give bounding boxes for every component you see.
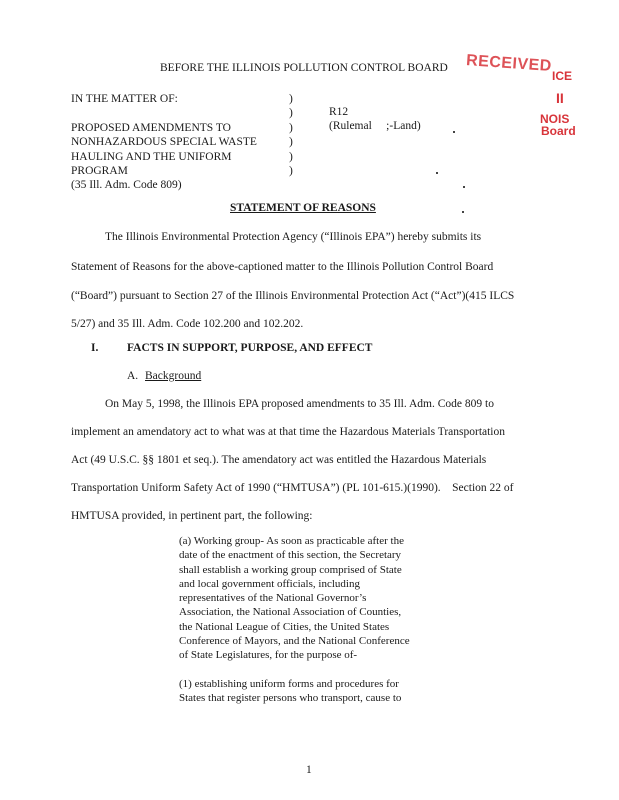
subsection-heading: Background [145, 370, 202, 382]
intro-line: The Illinois Environmental Protection Agency (“Illinois EPA”) hereby submits its [105, 231, 482, 243]
received-stamp: RECEIVED [465, 52, 553, 75]
body-line: Transportation Uniform Safety Act of 1990 (“HMTUSA”) (PL 101-615.)(1990). Section 22 of [71, 482, 514, 494]
page-number: 1 [306, 764, 312, 776]
body-line: implement an amendatory act to what was at that time the Hazardous Materials Transportation [71, 426, 506, 438]
caption-line: HAULING AND THE UNIFORM [71, 150, 232, 163]
body-line: Act (49 U.S.C. §§ 1801 et seq.). The amendatory act was entitled the Hazardous Materials [71, 454, 487, 466]
quote-line: Association, the National Association of Counties, [179, 606, 402, 619]
board-title: BEFORE THE ILLINOIS POLLUTION CONTROL BOARD [160, 62, 448, 74]
stamp-mark: II [556, 90, 564, 106]
quote-line: representatives of the National Governor’s [179, 592, 367, 605]
caption-paren: ) [289, 165, 293, 178]
document-title: STATEMENT OF REASONS [230, 202, 376, 214]
block-quote [179, 534, 410, 663]
intro-line: Statement of Reasons for the above-captioned matter to the Illinois Pollution Control Board [71, 261, 494, 273]
stamp-office-fragment: ICE [552, 69, 573, 83]
caption-line: PROPOSED AMENDMENTS TO [71, 121, 231, 134]
intro-line: 5/27) and 35 Ill. Adm. Code 102.200 and 102.202. [71, 318, 304, 330]
scan-speck [453, 131, 455, 133]
stamp-state-fragment: NOIS [540, 112, 570, 126]
caption-line [71, 106, 257, 120]
quote-line: and local government officials, including [179, 577, 360, 590]
caption-paren: ) [289, 150, 293, 163]
caption-paren: ) [289, 136, 293, 149]
quote-line: the National League of Cities, the United States [179, 620, 390, 633]
caption-line: IN THE MATTER OF: [71, 93, 178, 105]
docket-number: R12 [329, 106, 349, 118]
section-number: I. [91, 342, 99, 354]
docket-type: (Rulemal ;-Land) [329, 120, 421, 132]
caption-line: (35 Ill. Adm. Code 809) [71, 179, 182, 192]
caption-parens [289, 92, 293, 178]
quote-line: (a) Working group- As soon as practicable after the [179, 535, 404, 547]
quote-line: Conference of Mayors, and the National Conference [179, 635, 410, 648]
caption-paren: ) [289, 107, 293, 120]
section-heading: FACTS IN SUPPORT, PURPOSE, AND EFFECT [127, 342, 373, 354]
quote-line: date of the enactment of this section, the Secretary [179, 549, 402, 562]
quote-line: States that register persons who transport, cause to [179, 692, 402, 705]
quote-line: shall establish a working group comprised of State [179, 563, 402, 576]
intro-line: (“Board”) pursuant to Section 27 of the Illinois Environmental Protection Act (“Act”)(415 ILCS [71, 290, 515, 302]
caption-paren: ) [289, 93, 293, 105]
caption-line: PROGRAM [71, 165, 128, 178]
caption-line: NONHAZARDOUS SPECIAL WASTE [71, 136, 257, 149]
stamp-board-fragment: Board [541, 124, 576, 138]
caption-left [71, 92, 257, 193]
quote-line: (1) establishing uniform forms and procedures for [179, 678, 399, 690]
subsection-letter: A. [127, 370, 139, 382]
scan-speck [462, 211, 464, 213]
quote-line: of State Legislatures, for the purpose of- [179, 649, 358, 662]
caption-paren: ) [289, 121, 293, 134]
body-line: HMTUSA provided, in pertinent part, the following: [71, 510, 313, 522]
body-line: On May 5, 1998, the Illinois EPA proposed amendments to 35 Ill. Adm. Code 809 to [105, 398, 494, 410]
block-quote-continued [179, 677, 401, 706]
scan-speck [436, 172, 438, 174]
scan-speck [463, 186, 465, 188]
